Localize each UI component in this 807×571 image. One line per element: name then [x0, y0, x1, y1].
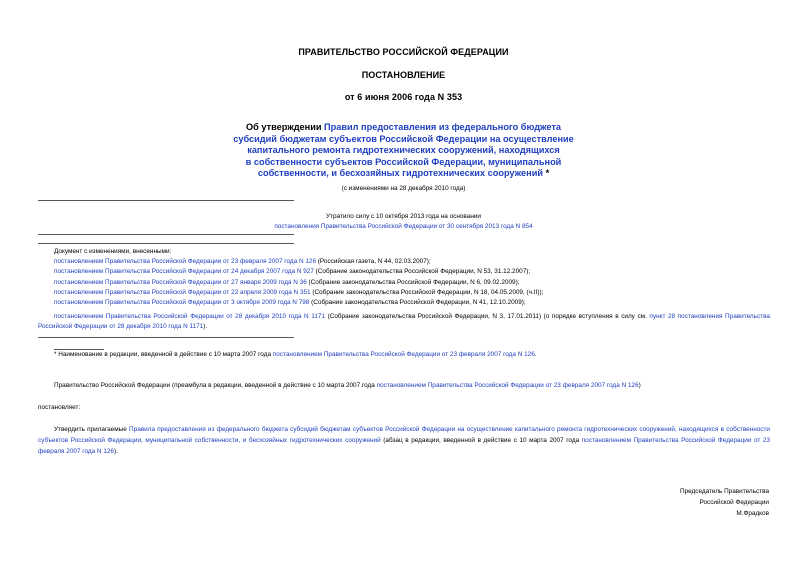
divider [38, 337, 294, 338]
signature-block [680, 486, 769, 519]
decides-text: постановляет: [38, 404, 81, 411]
document-title [0, 122, 807, 180]
approve-paragraph [38, 424, 770, 457]
footnote-text: * Наименование в редакции, введенной в действие с 10 марта 2007 года [54, 351, 273, 358]
divider [38, 234, 294, 235]
footnote-end: . [534, 351, 537, 358]
list-item [38, 312, 770, 332]
change-source-end: ). [203, 323, 208, 331]
change-link[interactable]: постановлением Правительства Российской Федерации от 23 февраля 2007 года N 126 [54, 258, 317, 266]
footnote-link[interactable]: постановлением Правительства Российской Федерации от 23 февраля 2007 года N 126 [272, 351, 535, 358]
preamble-link[interactable]: постановлением Правительства Российской Федерации от 23 февраля 2007 года N 126 [376, 382, 639, 389]
list-item [54, 288, 770, 298]
preamble [54, 381, 770, 391]
resolution-1171-link[interactable]: постановления Правительства Российской Федерации от 28 декабря 2010 года N 1171 [38, 313, 770, 331]
title-footnote-mark: * [543, 168, 550, 178]
change-source: (Российская газета, N 44, 02.03.2007); [316, 258, 431, 266]
list-item [54, 267, 770, 277]
list-item [54, 257, 770, 267]
change-link[interactable]: постановлением Правительства Российской Федерации от 22 апреля 2009 года N 351 [54, 288, 311, 296]
expired-notice: Утратило силу с 10 октября 2013 года на основании [326, 213, 481, 220]
government-heading: ПРАВИТЕЛЬСТВО РОССИЙСКОЙ ФЕДЕРАЦИИ [298, 47, 509, 57]
divider [38, 200, 294, 201]
approved-rules-link[interactable]: Правила предоставления из федерального бюджета субсидий бюджетам субъектов Российской Федерации на осуществление капитального ремонта гидротехнических сооружений, находящихся в собственности субъектов Российской Федерации, муниципальной собственности, и бесхозяйных гидротехнических сооружений [38, 426, 771, 444]
changes-list [54, 247, 770, 308]
clause-28-link[interactable]: пункт 28 [649, 313, 676, 320]
change-source: (Собрание законодательства Российской Федерации, N 6, 09.02.2009); [306, 278, 520, 286]
change-source: (Собрание законодательства Российской Федерации, N 3, 17.01.2011) (о порядке вступления в силу см. [325, 313, 647, 320]
list-item [54, 298, 770, 308]
title-prefix: Об утверждении [245, 122, 325, 132]
rules-link-line-3[interactable]: капитального ремонта гидротехнических сооружений, находящихся [247, 145, 560, 155]
amendments-note: (с изменениями на 28 декабря 2010 года) [341, 185, 466, 192]
footnote [54, 350, 770, 360]
approve-amendment-link[interactable]: постановлением Правительства Российской Федерации от 23 февраля 2007 года N 126 [38, 437, 770, 455]
approve-text: Утвердить прилагаемые [54, 426, 130, 433]
preamble-end: ) [638, 382, 641, 389]
change-link[interactable]: постановлением Правительства Российской Федерации от 24 декабря 2007 года N 927 [54, 268, 314, 276]
rules-link-line-5[interactable]: собственности, и бесхозяйных гидротехнических сооружений [257, 168, 544, 178]
expired-basis-link[interactable]: постановления Правительства Российской Федерации от 30 сентября 2013 года N 854 [274, 223, 533, 230]
document-date: от 6 июня 2006 года N 353 [344, 92, 463, 102]
list-item [54, 278, 770, 288]
document-type: ПОСТАНОВЛЕНИЕ [361, 70, 446, 80]
divider [38, 243, 294, 244]
rules-link[interactable]: Правил предоставления из федерального бюджета [324, 122, 562, 132]
change-link[interactable]: постановлением Правительства Российской Федерации от 28 декабря 2010 года N 1171 [54, 313, 325, 320]
approve-mid: (абзац в редакции, введенной в действие с 10 марта 2007 года [380, 437, 582, 444]
change-link[interactable]: постановлением Правительства Российской Федерации от 3 октября 2009 года N 798 [54, 299, 310, 307]
change-link[interactable]: постановлением Правительства Российской Федерации от 27 января 2009 года N 36 [54, 278, 307, 286]
changes-heading: Документ с изменениями, внесенными: [54, 248, 172, 255]
signer-title: Председатель Правительства [680, 488, 769, 495]
change-source: (Собрание законодательства Российской Федерации, N 53, 31.12.2007); [313, 268, 531, 276]
change-source: (Собрание законодательства Российской Федерации, N 41, 12.10.2009); [309, 299, 526, 307]
change-source: (Собрание законодательства Российской Федерации, N 18, 04.05.2009, (ч.II)); [310, 288, 544, 296]
signer-name: М.Фрадков [736, 510, 769, 517]
rules-link-line-4[interactable]: в собственности субъектов Российской Федерации, муниципальной [245, 156, 562, 167]
approve-end: ). [114, 448, 118, 455]
rules-link-line-2[interactable]: субсидий бюджетам субъектов Российской Федерации на осуществление [233, 133, 574, 144]
preamble-text: Правительство Российской Федерации (преамбула в редакции, введенной в действие с 10 марта 2007 года [54, 382, 377, 389]
signer-org: Российской Федерации [699, 499, 769, 506]
